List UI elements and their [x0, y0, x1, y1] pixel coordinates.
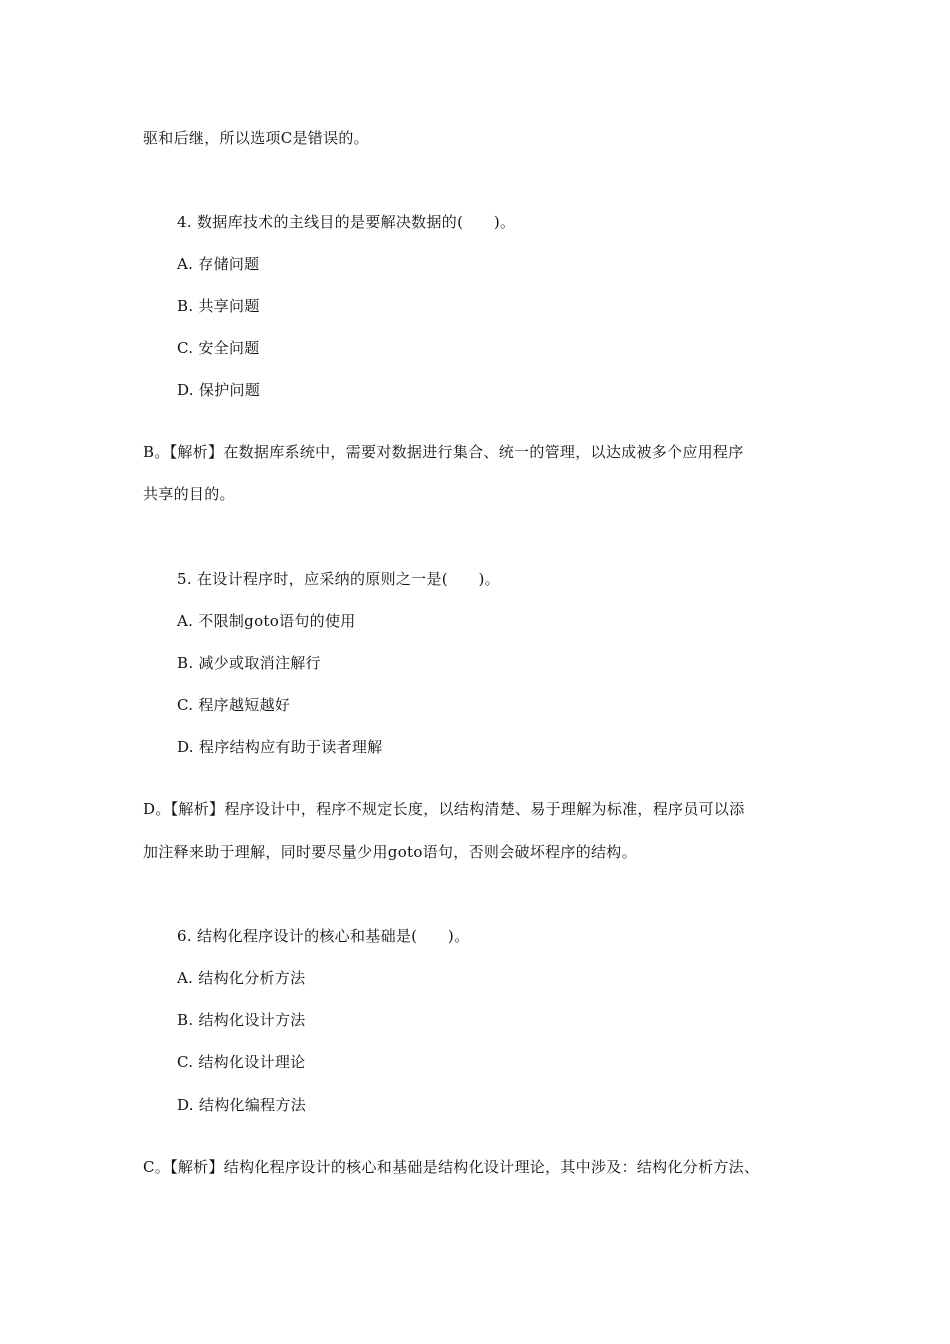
question-4-option-a: A. 存储问题: [177, 255, 260, 273]
question-5-option-c: C. 程序越短越好: [177, 696, 291, 714]
question-4-option-c: C. 安全问题: [177, 339, 260, 357]
question-6-option-b: B. 结构化设计方法: [177, 1011, 306, 1029]
question-4-answer-line-2: 共享的目的。: [143, 485, 235, 503]
question-5-option-a: A. 不限制goto语句的使用: [177, 612, 356, 630]
question-6-option-a: A. 结构化分析方法: [177, 969, 306, 987]
question-6-stem: 6. 结构化程序设计的核心和基础是( )。: [177, 927, 470, 945]
question-6-answer-line-1: C。【解析】结构化程序设计的核心和基础是结构化设计理论，其中涉及：结构化分析方法、: [143, 1158, 760, 1176]
continuation-text: 驱和后继，所以选项C是错误的。: [143, 129, 369, 147]
question-4-answer-line-1: B。【解析】在数据库系统中，需要对数据进行集合、统一的管理，以达成被多个应用程序: [143, 443, 744, 461]
question-4-option-d: D. 保护问题: [177, 381, 261, 399]
question-4-option-b: B. 共享问题: [177, 297, 260, 315]
question-5-stem: 5. 在设计程序时，应采纳的原则之一是( )。: [177, 570, 500, 588]
question-6-option-c: C. 结构化设计理论: [177, 1053, 306, 1071]
question-5-option-d: D. 程序结构应有助于读者理解: [177, 738, 383, 756]
question-4-stem: 4. 数据库技术的主线目的是要解决数据的( )。: [177, 213, 516, 231]
question-5-option-b: B. 减少或取消注解行: [177, 654, 321, 672]
question-5-answer-line-2: 加注释来助于理解，同时要尽量少用goto语句，否则会破坏程序的结构。: [143, 843, 637, 861]
question-5-answer-line-1: D。【解析】程序设计中，程序不规定长度，以结构清楚、易于理解为标准，程序员可以添: [143, 800, 745, 818]
question-6-option-d: D. 结构化编程方法: [177, 1096, 307, 1114]
